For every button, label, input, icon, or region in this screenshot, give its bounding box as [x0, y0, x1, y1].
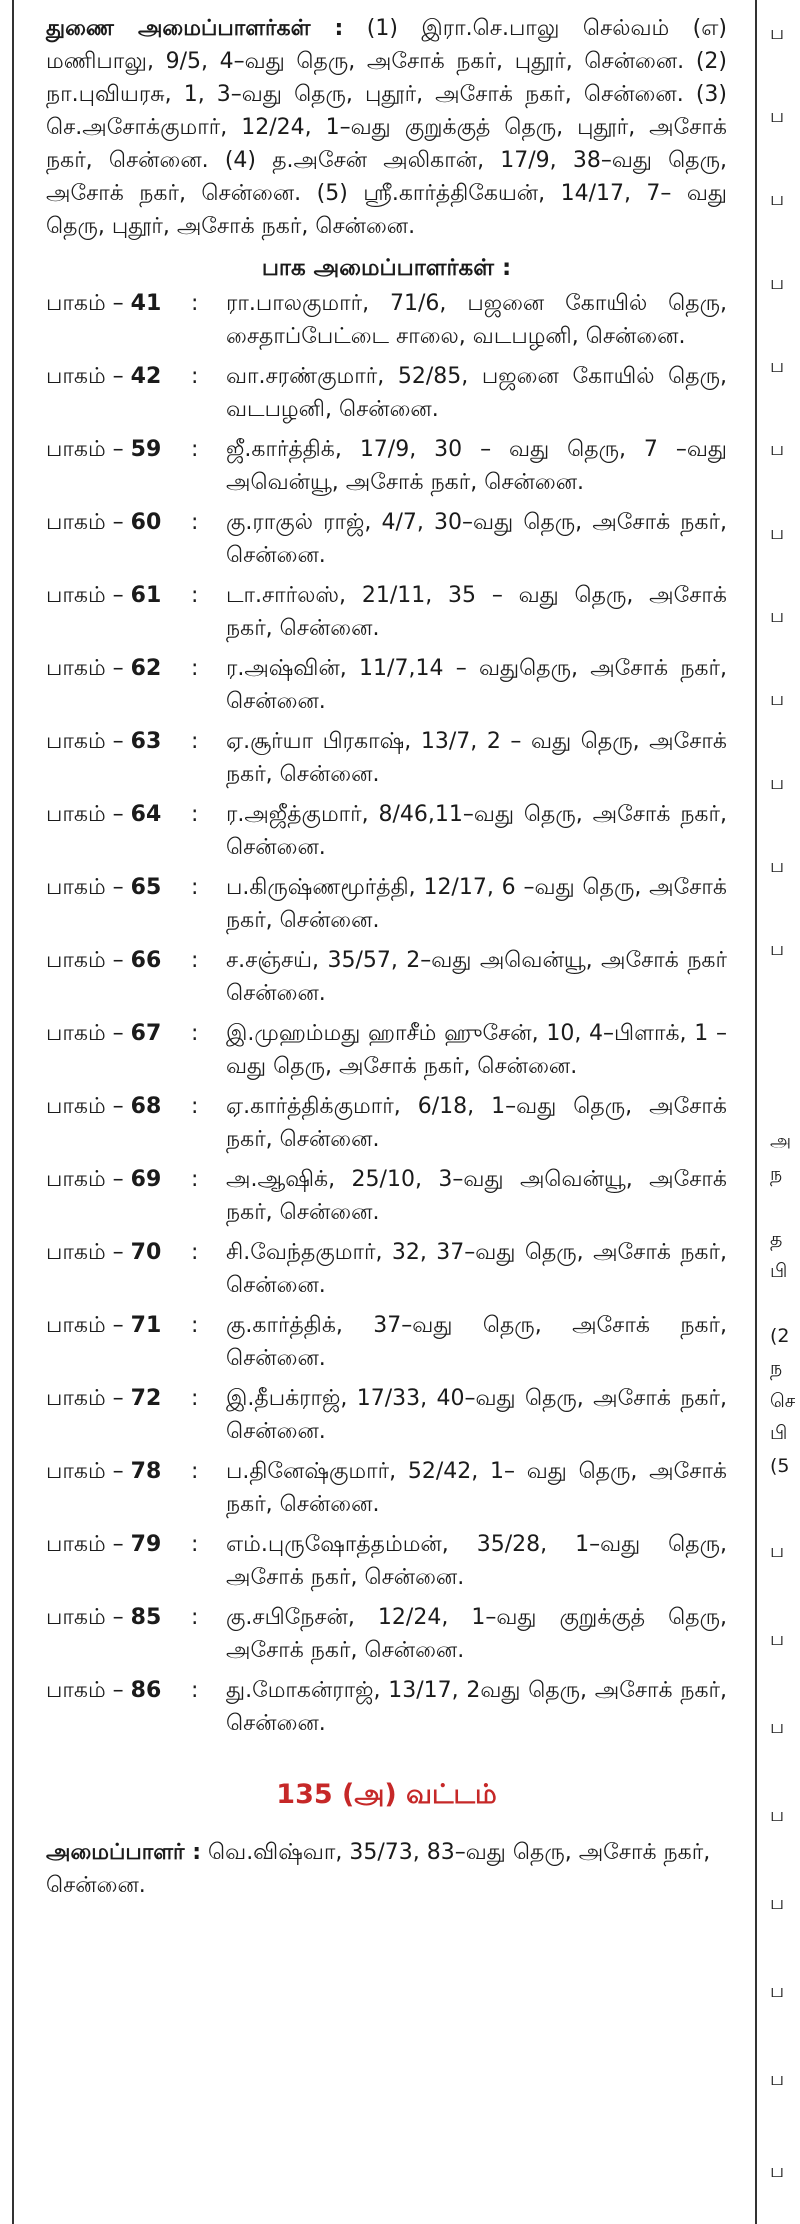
adjacent-column-fragment: ப [770, 1716, 785, 1738]
booth-label [46, 944, 191, 1010]
booth-colon: : [191, 656, 199, 681]
booth-label [46, 506, 191, 572]
booth-entry [46, 725, 727, 791]
booth-number: 66 [130, 948, 162, 973]
booth-label [46, 287, 191, 353]
booth-entry [46, 360, 727, 426]
booth-number: 63 [130, 729, 162, 754]
booth-number: 79 [130, 1532, 162, 1557]
booth-organizer-address: கு.கார்த்திக், 37–வது தெரு, அசோக் நகர், சென்னை. [226, 1313, 727, 1371]
booth-label-text: பாகம் – [46, 1678, 131, 1703]
booth-colon: : [191, 1094, 199, 1119]
booth-organizer-address: ர.அஜீத்குமார், 8/46,11–வது தெரு, அசோக் நகர், சென்னை. [226, 802, 727, 860]
adjacent-column-fragment: ப [770, 438, 785, 460]
booth-entry [46, 579, 727, 645]
adjacent-column-fragment: ப [770, 605, 785, 627]
booth-entry [46, 1017, 727, 1083]
booth-label [46, 1017, 191, 1083]
adjacent-column-fragment: அ [770, 1130, 792, 1152]
adjacent-column-fragment: ந [770, 1163, 783, 1185]
ward-organizer-text: வெ.விஷ்வா, 35/73, 83–வது தெரு, அசோக் நகர், சென்னை. [46, 1840, 711, 1898]
adjacent-column-fragment: செ [770, 1390, 796, 1412]
booth-colon: : [191, 875, 199, 900]
booth-colon: : [191, 1313, 199, 1338]
booth-colon: : [191, 1240, 199, 1265]
booth-label [46, 1382, 191, 1448]
ward-organizer [46, 1836, 727, 1902]
booth-entry [46, 287, 727, 353]
booth-entry [46, 871, 727, 937]
booth-entry [46, 652, 727, 718]
booth-organizer-address: சி.வேந்தகுமார், 32, 37–வது தெரு, அசோக் நகர், சென்னை. [226, 1240, 727, 1298]
booth-entry [46, 944, 727, 1010]
booth-label [46, 360, 191, 426]
booth-label [46, 1163, 191, 1229]
booth-number: 69 [130, 1167, 162, 1192]
booth-colon: : [191, 729, 199, 754]
section-heading: பாக அமைப்பாளர்கள் : [261, 255, 512, 281]
booth-colon: : [191, 1532, 199, 1557]
booth-colon: : [191, 1605, 199, 1630]
adjacent-column-fragment: ப [770, 1892, 785, 1914]
booth-label [46, 1601, 191, 1667]
adjacent-column-fragment: பி [770, 1260, 788, 1282]
adjacent-column-fragments [757, 0, 800, 2224]
deputy-organizers-text: (1) இரா.செ.பாலு செல்வம் (எ) மணிபாலு, 9/5, 4–வது தெரு, அசோக் நகர், புதூர், சென்னை. (2) நா.புவியரசு, 1, 3–வது தெரு, புதூர், அசோக் நகர், சென்னை. (3) செ.அசோக்குமார், 12/24, 1–வது குறுக்குத் தெரு, புதூர், அசோக் நகர், சென்னை. (4) த.அசேன் அலிகான், 17/9, 38–வது தெரு, அசோக் நகர், சென்னை. (5) ஸ்ரீ.கார்த்திகேயன், 14/17, 7– வது தெரு, புதூர், அசோக் நகர், சென்னை. [46, 16, 727, 239]
booth-organizer-address: து.மோகன்ராஜ், 13/17, 2வது தெரு, அசோக் நகர், சென்னை. [226, 1678, 727, 1736]
adjacent-column-fragment: ப [770, 188, 785, 210]
adjacent-column-fragment: ப [770, 1804, 785, 1826]
booth-number: 59 [130, 437, 162, 462]
booth-label-text: பாகம் – [46, 583, 131, 608]
booth-entry [46, 506, 727, 572]
booth-colon: : [191, 1021, 199, 1046]
deputy-organizers-paragraph [46, 12, 727, 243]
deputy-organizers-lead: துணை அமைப்பாளர்கள் : [46, 16, 344, 41]
booth-organizer-address: கு.ராகுல் ராஜ், 4/7, 30–வது தெரு, அசோக் நகர், சென்னை. [226, 510, 727, 568]
booth-label-text: பாகம் – [46, 875, 131, 900]
booth-label [46, 433, 191, 499]
booth-number: 62 [130, 656, 162, 681]
booth-colon: : [191, 1678, 199, 1703]
booth-entry [46, 1236, 727, 1302]
booth-number: 65 [130, 875, 162, 900]
booth-number: 42 [130, 364, 162, 389]
booth-number: 68 [130, 1094, 162, 1119]
booth-label-text: பாகம் – [46, 802, 131, 827]
adjacent-column-fragment: ப [770, 22, 785, 44]
adjacent-column-fragment: ப [770, 938, 785, 960]
booth-organizer-list [46, 287, 727, 1740]
booth-label-text: பாகம் – [46, 1094, 131, 1119]
booth-number: 67 [130, 1021, 162, 1046]
booth-label-text: பாகம் – [46, 656, 131, 681]
booth-organizer-address: ஏ.சூர்யா பிரகாஷ், 13/7, 2 – வது தெரு, அசோக் நகர், சென்னை. [226, 729, 727, 787]
booth-number: 78 [130, 1459, 162, 1484]
adjacent-column-fragment: (2 [770, 1325, 790, 1347]
booth-colon: : [191, 437, 199, 462]
booth-entry [46, 1090, 727, 1156]
booth-colon: : [191, 364, 199, 389]
booth-number: 41 [130, 291, 162, 316]
booth-organizer-address: ஏ.கார்த்திக்குமார், 6/18, 1–வது தெரு, அசோக் நகர், சென்னை. [226, 1094, 727, 1152]
booth-entry [46, 1528, 727, 1594]
booth-label-text: பாகம் – [46, 437, 131, 462]
booth-entry [46, 1163, 727, 1229]
booth-label-text: பாகம் – [46, 1240, 131, 1265]
adjacent-column-fragment: ப [770, 1540, 785, 1562]
booth-colon: : [191, 1459, 199, 1484]
booth-organizer-address: கு.சபிநேசன், 12/24, 1–வது குறுக்குத் தெரு, அசோக் நகர், சென்னை. [226, 1605, 727, 1663]
booth-organizer-address: அ.ஆஷிக், 25/10, 3–வது அவென்யூ, அசோக் நகர், சென்னை. [226, 1167, 727, 1225]
main-column [12, 0, 757, 2224]
adjacent-column-fragment: ப [770, 355, 785, 377]
booth-organizer-address: எம்.புருஷோத்தம்மன், 35/28, 1–வது தெரு, அசோக் நகர், சென்னை. [226, 1532, 727, 1590]
booth-entry [46, 433, 727, 499]
booth-label-text: பாகம் – [46, 1605, 131, 1630]
booth-label-text: பாகம் – [46, 1021, 131, 1046]
adjacent-column-fragment: ப [770, 1628, 785, 1650]
booth-colon: : [191, 948, 199, 973]
booth-colon: : [191, 1386, 199, 1411]
booth-organizer-address: இ.தீபக்ராஜ், 17/33, 40–வது தெரு, அசோக் நகர், சென்னை. [226, 1386, 727, 1444]
ward-organizer-lead: அமைப்பாளர் : [46, 1840, 202, 1865]
ward-title: 135 (அ) வட்டம் [276, 1779, 497, 1810]
booth-colon: : [191, 510, 199, 535]
adjacent-column-fragment: (5 [770, 1455, 790, 1477]
booth-label [46, 871, 191, 937]
booth-label-text: பாகம் – [46, 1459, 131, 1484]
adjacent-column-fragment: ப [770, 688, 785, 710]
booth-entry [46, 1309, 727, 1375]
booth-label-text: பாகம் – [46, 948, 131, 973]
booth-label-text: பாகம் – [46, 364, 131, 389]
booth-organizer-address: ர.அஷ்வின், 11/7,14 – வதுதெரு, அசோக் நகர், சென்னை. [226, 656, 727, 714]
adjacent-column-fragment: ப [770, 522, 785, 544]
booth-organizer-address: ப.தினேஷ்குமார், 52/42, 1– வது தெரு, அசோக் நகர், சென்னை. [226, 1459, 727, 1517]
booth-colon: : [191, 291, 199, 316]
booth-label-text: பாகம் – [46, 1386, 131, 1411]
booth-organizer-address: டா.சார்லஸ், 21/11, 35 – வது தெரு, அசோக் நகர், சென்னை. [226, 583, 727, 641]
booth-label [46, 1090, 191, 1156]
booth-number: 60 [130, 510, 162, 535]
booth-colon: : [191, 802, 199, 827]
booth-number: 64 [130, 802, 162, 827]
booth-number: 71 [130, 1313, 162, 1338]
booth-label [46, 1528, 191, 1594]
booth-label [46, 725, 191, 791]
booth-organizer-address: ஜீ.கார்த்திக், 17/9, 30 – வது தெரு, 7 –வது அவென்யூ, அசோக் நகர், சென்னை. [226, 437, 727, 495]
adjacent-column-fragment: ந [770, 1357, 783, 1379]
adjacent-column-fragment: ப [770, 2068, 785, 2090]
booth-entry [46, 1674, 727, 1740]
adjacent-column-fragment: ப [770, 1980, 785, 2002]
booth-label [46, 1674, 191, 1740]
adjacent-column-fragment: ப [770, 272, 785, 294]
booth-number: 70 [130, 1240, 162, 1265]
adjacent-column-fragment: ப [770, 2160, 785, 2182]
booth-entry [46, 1382, 727, 1448]
booth-label-text: பாகம் – [46, 729, 131, 754]
adjacent-column-fragment: ப [770, 105, 785, 127]
booth-number: 61 [130, 583, 162, 608]
booth-label [46, 1455, 191, 1521]
booth-label-text: பாகம் – [46, 291, 131, 316]
adjacent-column-fragment: த [770, 1228, 783, 1250]
booth-organizer-address: ச.சஞ்சய், 35/57, 2–வது அவென்யூ, அசோக் நகர் சென்னை. [226, 948, 727, 1006]
booth-label [46, 1309, 191, 1375]
booth-label [46, 1236, 191, 1302]
booth-organizer-address: வா.சரண்குமார், 52/85, பஜனை கோயில் தெரு, வடபழனி, சென்னை. [226, 364, 727, 422]
adjacent-column-fragment: ப [770, 855, 785, 877]
adjacent-column-fragment: பி [770, 1422, 788, 1444]
booth-label-text: பாகம் – [46, 1532, 131, 1557]
booth-colon: : [191, 583, 199, 608]
booth-label-text: பாகம் – [46, 510, 131, 535]
booth-label-text: பாகம் – [46, 1313, 131, 1338]
booth-entry [46, 798, 727, 864]
booth-label [46, 798, 191, 864]
booth-organizer-address: இ.முஹம்மது ஹாசீம் ஹுசேன், 10, 4–பிளாக், 1 –வது தெரு, அசோக் நகர், சென்னை. [226, 1021, 727, 1079]
booth-colon: : [191, 1167, 199, 1192]
booth-label-text: பாகம் – [46, 1167, 131, 1192]
booth-entry [46, 1455, 727, 1521]
booth-number: 85 [130, 1605, 162, 1630]
booth-organizer-address: ரா.பாலகுமார், 71/6, பஜனை கோயில் தெரு, சைதாப்பேட்டை சாலை, வடபழனி, சென்னை. [226, 291, 727, 349]
booth-number: 72 [130, 1386, 162, 1411]
booth-organizer-address: ப.கிருஷ்ணமூர்த்தி, 12/17, 6 –வது தெரு, அசோக் நகர், சென்னை. [226, 875, 727, 933]
booth-label [46, 652, 191, 718]
booth-number: 86 [130, 1678, 162, 1703]
booth-label [46, 579, 191, 645]
booth-entry [46, 1601, 727, 1667]
adjacent-column-fragment: ப [770, 772, 785, 794]
